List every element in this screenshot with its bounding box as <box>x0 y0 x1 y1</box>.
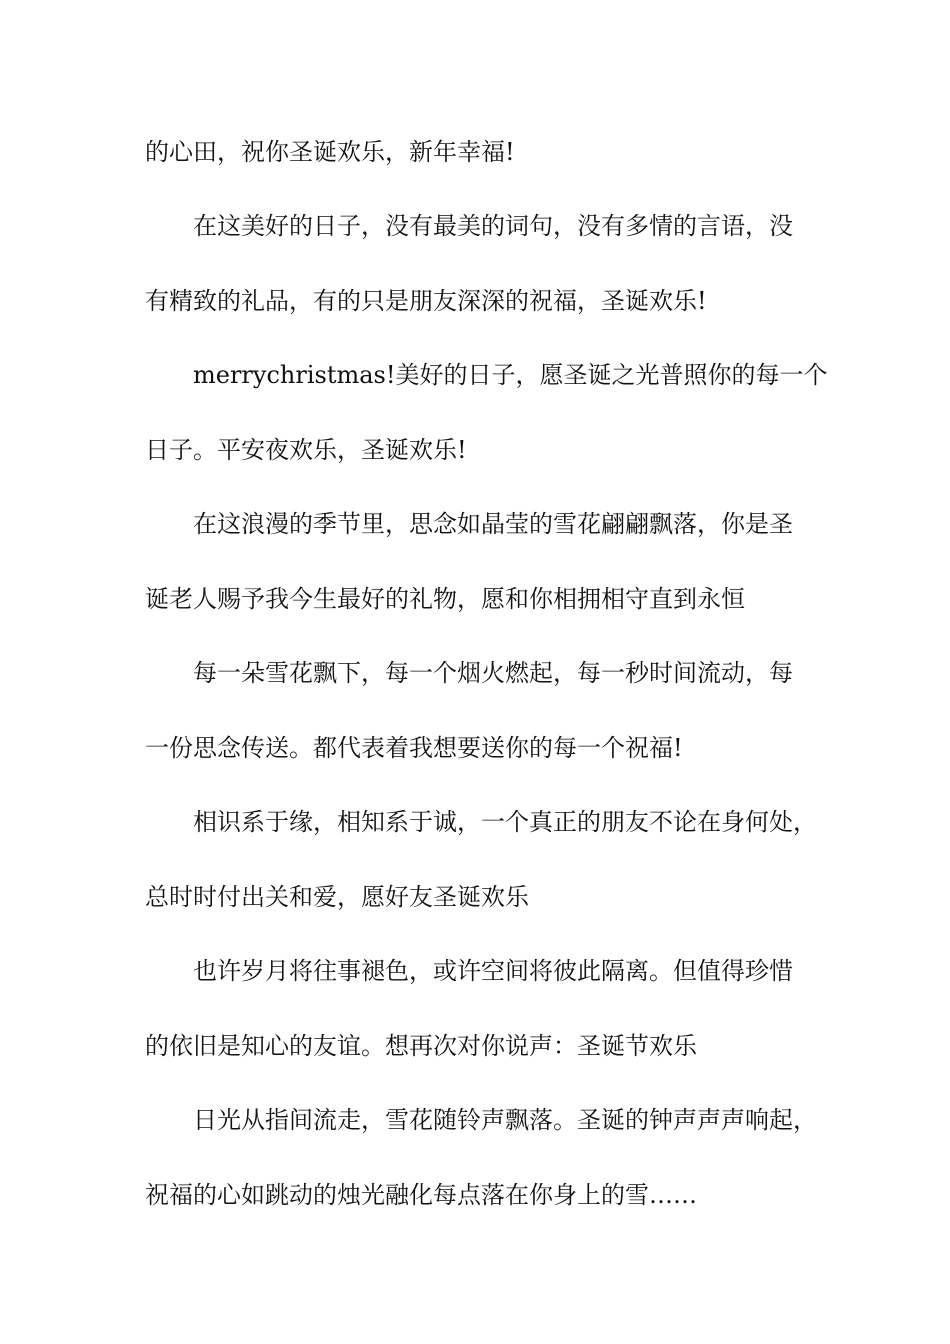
paragraph-line: 日光从指间流走，雪花随铃声飘落。圣诞的钟声声声响起， <box>193 1106 817 1134</box>
paragraph-line: 的依旧是知心的友谊。想再次对你说声：圣诞节欢乐 <box>145 1032 697 1060</box>
paragraph-line: 祝福的心如跳动的烛光融化每点落在你身上的雪…… <box>145 1181 697 1209</box>
paragraph-line: 每一朵雪花飘下，每一个烟火燃起，每一秒时间流动，每 <box>193 659 793 687</box>
paragraph-line: 在这浪漫的季节里，思念如晶莹的雪花翩翩飘落，你是圣 <box>193 510 793 538</box>
paragraph-line: 总时时付出关和爱，愿好友圣诞欢乐 <box>145 883 529 911</box>
paragraph-line: 日子。平安夜欢乐，圣诞欢乐! <box>145 436 467 464</box>
paragraph-line: merrychristmas!美好的日子，愿圣诞之光普照你的每一个 <box>193 361 828 389</box>
paragraph-line: 也许岁月将往事褪色，或许空间将彼此隔离。但值得珍惜 <box>193 957 793 985</box>
paragraph-line: 有精致的礼品，有的只是朋友深深的祝福，圣诞欢乐! <box>145 287 707 315</box>
paragraph-line: 的心田，祝你圣诞欢乐，新年幸福! <box>145 138 515 166</box>
paragraph-line: 一份思念传送。都代表着我想要送你的每一个祝福! <box>145 734 683 762</box>
paragraph-line: 在这美好的日子，没有最美的词句，没有多情的言语，没 <box>193 212 793 240</box>
paragraph-line: 诞老人赐予我今生最好的礼物，愿和你相拥相守直到永恒 <box>145 585 745 613</box>
paragraph-line: 相识系于缘，相知系于诚，一个真正的朋友不论在身何处， <box>193 808 817 836</box>
